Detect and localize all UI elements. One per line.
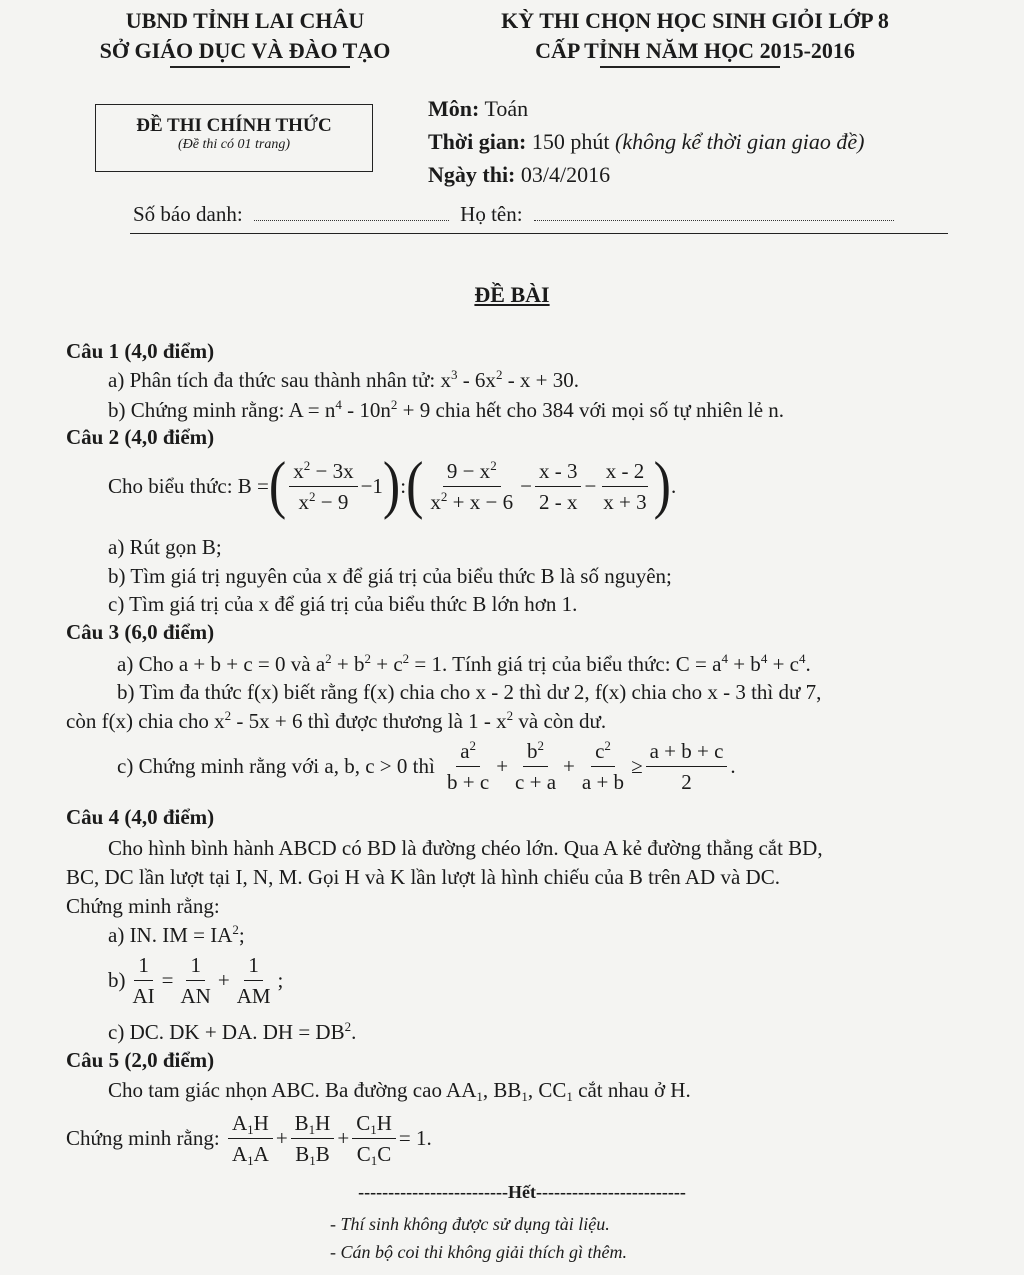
q3-a: a) Cho a + b + c = 0 và $a^2 + b^2 + c^2 = 1$. Tính giá trị của biểu thức: $C = a^4 + b^4 + c^4$. bbox=[117, 651, 811, 676]
fraction: $\frac{a^2}{b + c}$ bbox=[447, 738, 490, 794]
q5-heading: Câu 5 (2,0 điểm) bbox=[66, 1048, 215, 1072]
q2-b: b) Tìm giá trị nguyên của x để giá trị của biểu thức B là số nguyên; bbox=[108, 564, 672, 588]
subject-label: Môn: bbox=[428, 96, 480, 121]
q4-a: a) IN. IM = $IA^2$; bbox=[108, 922, 245, 947]
header-right-underline bbox=[600, 66, 780, 68]
q3-b-line2: còn f(x) chia cho $x^2 - 5x + 6$ thì được thương là $1 - x^2$ và còn dư. bbox=[66, 708, 607, 733]
q4-b: b) $\frac{1}{AI}$ = $\frac{1}{AN}$ + $\frac{1}{AM}$ ; bbox=[108, 953, 284, 1008]
footer-note-1: - Thí sinh không được sử dụng tài liệu. bbox=[330, 1214, 610, 1234]
time-note: (không kể thời gian giao đề) bbox=[615, 129, 865, 154]
q1-a: a) Phân tích đa thức sau thành nhân tử: $x^3 - 6x^2 - x + 30$. bbox=[108, 367, 580, 392]
sbd-blank bbox=[254, 220, 449, 221]
fraction: $\frac{1}{AM}$ bbox=[236, 953, 271, 1008]
sbd-label: Số báo danh: bbox=[133, 202, 243, 226]
q4-line1: Cho hình bình hành ABCD có BD là đường chéo lớn. Qua A kẻ đường thẳng cắt BD, bbox=[108, 836, 823, 860]
header-separator bbox=[130, 233, 948, 234]
fraction: $\frac{C_1H}{C_1C}$ bbox=[352, 1110, 396, 1167]
header-exam-year: CẤP TỈNH NĂM HỌC 2015-2016 bbox=[535, 38, 855, 63]
header-department: SỞ GIÁO DỤC VÀ ĐÀO TẠO bbox=[99, 38, 391, 63]
header-exam-name: KỲ THI CHỌN HỌC SINH GIỎI LỚP 8 bbox=[501, 8, 889, 33]
official-title: ĐỀ THI CHÍNH THỨC bbox=[136, 115, 332, 136]
exam-info bbox=[428, 92, 864, 191]
fraction: $\frac{b^2}{c + a}$ bbox=[515, 738, 557, 794]
official-box bbox=[95, 104, 373, 172]
footer-note-2: - Cán bộ coi thi không giải thích gì thêm. bbox=[330, 1242, 627, 1262]
q5-prove: Chứng minh rằng: $\frac{A_1H}{A_1A}$ + $\frac{B_1H}{B_1B}$ + $\frac{C_1H}{C_1C}$ = 1. bbox=[66, 1111, 432, 1168]
candidate-line bbox=[133, 200, 948, 229]
fraction: $\frac{x - 3}{2 - x}$ bbox=[535, 458, 582, 515]
date-label: Ngày thi: bbox=[428, 162, 516, 187]
official-subtitle: (Đề thi có 01 trang) bbox=[178, 137, 290, 152]
q2-a: a) Rút gọn B; bbox=[108, 535, 222, 559]
fraction: $\frac{9 - x^2}{x^2 + x - 6}$ bbox=[430, 457, 514, 514]
fraction: $\frac{a + b + c}{2}$ bbox=[646, 738, 728, 795]
fraction: $\frac{B_1H}{B_1B}$ bbox=[291, 1110, 335, 1167]
q3-heading: Câu 3 (6,0 điểm) bbox=[66, 620, 215, 644]
page-title: ĐỀ BÀI bbox=[474, 282, 550, 307]
time-value: 150 phút bbox=[531, 129, 610, 154]
q4-line3: Chứng minh rằng: bbox=[66, 894, 220, 918]
header-left bbox=[60, 6, 430, 66]
q5-line1: Cho tam giác nhọn ABC. Ba đường cao $AA_1$, $BB_1$, $CC_1$ cắt nhau ở H. bbox=[108, 1078, 691, 1104]
q2-heading: Câu 2 (4,0 điểm) bbox=[66, 425, 215, 449]
q1-heading: Câu 1 (4,0 điểm) bbox=[66, 339, 215, 363]
q4-c: c) DC. DK + DA. DH = $DB^2$. bbox=[108, 1019, 357, 1044]
fraction: $\frac{x - 2}{x + 3}$ bbox=[603, 458, 647, 514]
fraction: $\frac{c^2}{a + b}$ bbox=[581, 738, 625, 794]
fraction: $\frac{x^2 - 3x}{x^2 - 9}$ bbox=[289, 458, 357, 515]
time-label: Thời gian: bbox=[428, 129, 527, 154]
q4-line2: BC, DC lần lượt tại I, N, M. Gọi H và K lần lượt là hình chiếu của B trên AD và DC. bbox=[66, 865, 780, 889]
q2-c: c) Tìm giá trị của x để giá trị của biểu thức B lớn hơn 1. bbox=[108, 592, 578, 616]
subject-value: Toán bbox=[484, 96, 529, 121]
fraction: $\frac{1}{AI}$ bbox=[132, 953, 155, 1008]
footer-notes bbox=[330, 1210, 627, 1266]
date-value: 03/4/2016 bbox=[520, 162, 611, 187]
q4-heading: Câu 4 (4,0 điểm) bbox=[66, 805, 215, 829]
name-label: Họ tên: bbox=[460, 202, 523, 226]
header-province: UBND TỈNH LAI CHÂU bbox=[125, 8, 365, 33]
header-left-underline bbox=[170, 66, 350, 68]
q2-expression: Cho biểu thức: B = ( $\frac{x^2 - 3x}{x^2 - 9}$ −1 ) : ( $\frac{9 - x^2}{x^2 + x - 6}$ − $\frac{x - 3}{2 - x}$ − $\frac{x - 2}{x + 3}$ ) . bbox=[108, 449, 677, 521]
name-blank bbox=[534, 220, 894, 221]
fraction: $\frac{1}{AN}$ bbox=[180, 953, 211, 1008]
q1-b: b) Chứng minh rằng: $A = n^4 - 10n^2 + 9$ chia hết cho 384 với mọi số tự nhiên lẻ n. bbox=[108, 397, 785, 422]
q3-c: c) Chứng minh rằng với a, b, c > 0 thì $\frac{a^2}{b + c}$ + $\frac{b^2}{c + a}$ + $\frac{c^2}{a + b}$ ≥ $\frac{a + b + c}{2}$ . bbox=[117, 738, 736, 794]
q3-b-line1: b) Tìm đa thức f(x) biết rằng f(x) chia cho x - 2 thì dư 2, f(x) chia cho x - 3 thì dư 7, bbox=[117, 680, 822, 704]
end-marker: -------------------------Hết------------------------- bbox=[358, 1182, 686, 1202]
fraction: $\frac{A_1H}{A_1A}$ bbox=[228, 1110, 273, 1167]
header-right bbox=[455, 6, 935, 66]
